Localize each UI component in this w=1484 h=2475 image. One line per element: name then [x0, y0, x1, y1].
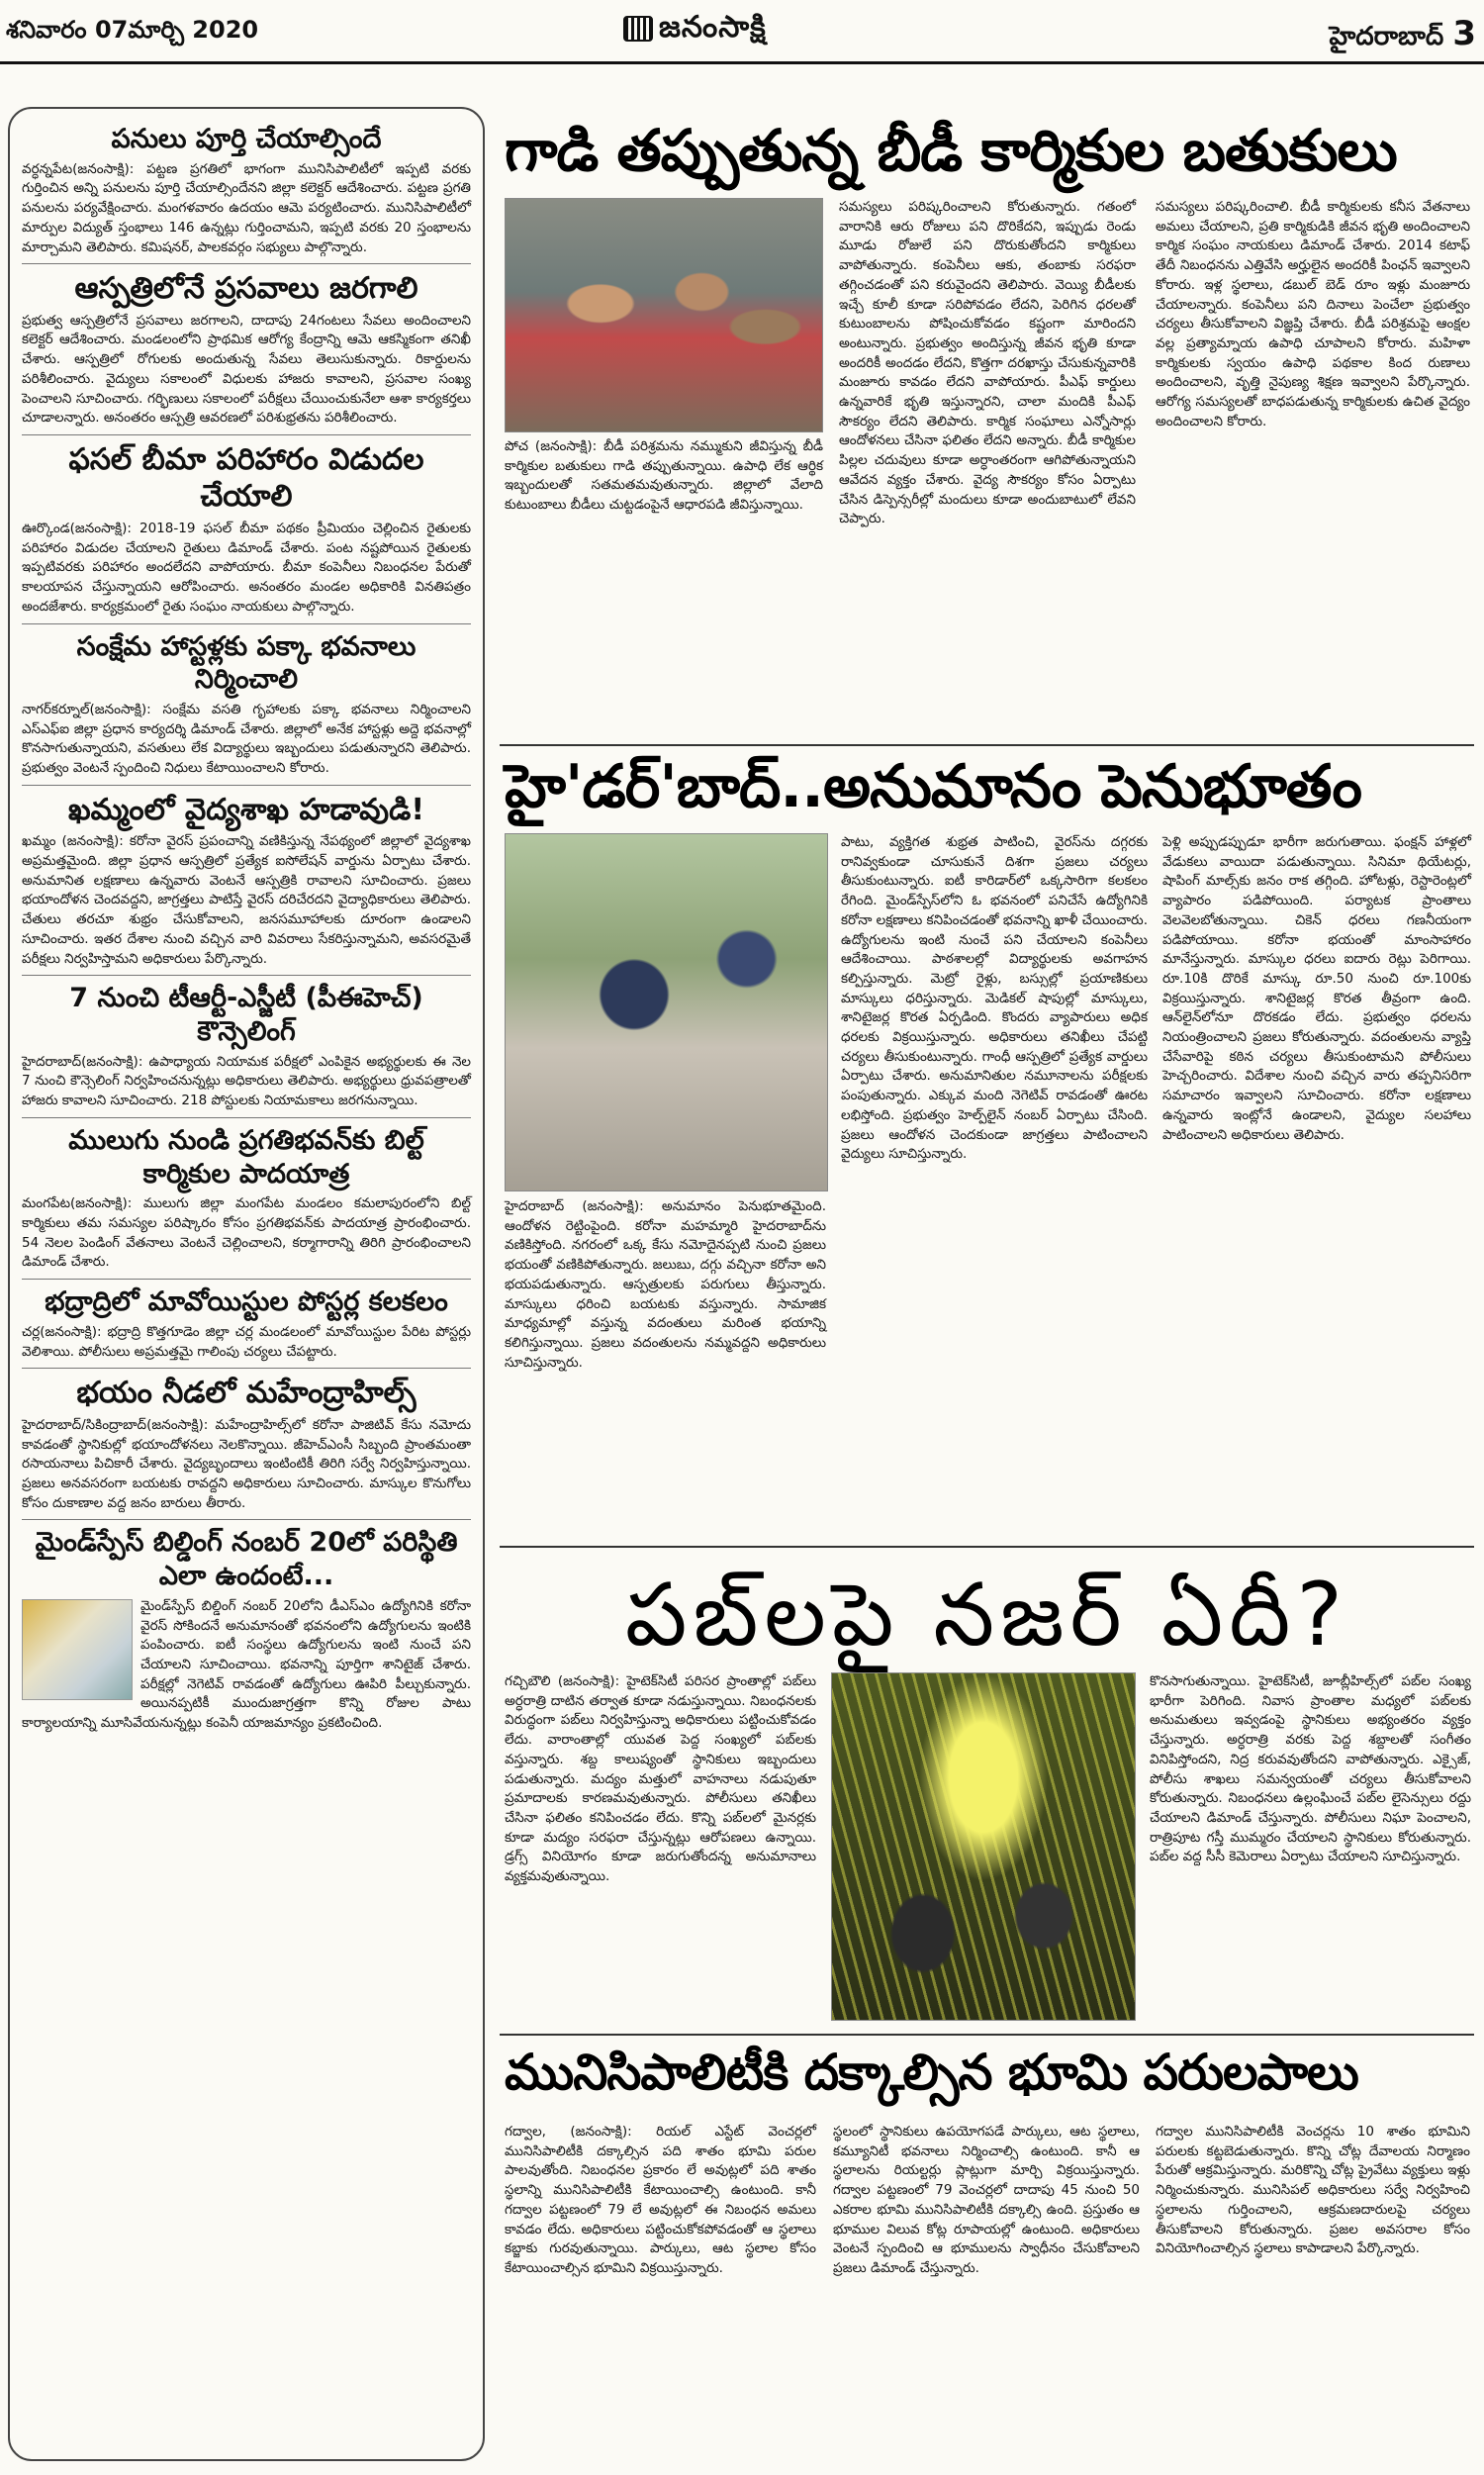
- beedi-workers-photo: [505, 198, 823, 432]
- story4-headline: మునిసిపాలిటీకి దక్కాల్సిన భూమి పరులపాలు: [505, 2044, 1358, 2101]
- sidebar-article-4: నాగర్‌కర్నూల్(జనంసాక్షి): సంక్షేమ వసతి గృహాలకు పక్కా భవనాలు నిర్మించాలని ఎస్ఎఫ్ఐ జిల్లా ప్రధాన కార్యదర్శి డిమాండ్ చేశారు. జిల్లాలో అనేక హాస్టళ్లు అద్దె భవనాల్లో కొనసాగుతున్నాయని, వసతులు లేక విద్యార్థులు ఇబ్బందులు పడుతున్నారని తెలిపారు. ప్రభుత్వం వెంటనే స్పందించి నిధులు కేటాయించాలని కోరారు.: [22, 702, 471, 777]
- story3-headline: పబ్‌లపై నజర్ ఏదీ?: [624, 1564, 1349, 1666]
- sidebar-article-9: హైదరాబాద్/సికింద్రాబాద్(జనంసాక్షి): మహేంద్రాహిల్స్‌లో కరోనా పాజిటివ్ కేసు నమోదు కావడంతో స్థానికుల్లో భయాందోళనలు నెలకొన్నాయి. జీహెచ్ఎంసీ సిబ్బంది ప్రాంతమంతా రసాయనాలు పిచికారీ చేశారు. వైద్యబృందాలు ఇంటింటికీ తిరిగి సర్వే నిర్వహిస్తున్నాయి. ప్రజలు అనవసరంగా బయటకు రావద్దని అధికారులు సూచించారు. మాస్కుల కొనుగోలు కోసం దుకాణాల వద్ద జనం బారులు తీరారు.: [22, 1416, 471, 1511]
- newspaper-logo: [623, 10, 767, 51]
- story3-column-1: గచ్చిబౌలి (జనంసాక్షి): హైటెక్‌సిటీ పరిసర ప్రాంతాల్లో పబ్‌లు అర్ధరాత్రి దాటిన తర్వాత కూడా నడుస్తున్నాయి. నిబంధనలకు విరుద్ధంగా పబ్‌లు నిర్వహిస్తున్నా అధికారులు పట్టించుకోవడం లేదు. వారాంతాల్లో యువత పెద్ద సంఖ్యలో పబ్‌లకు వస్తున్నారు. శబ్ద కాలుష్యంతో స్థానికులు ఇబ్బందులు పడుతున్నారు. మద్యం మత్తులో వాహనాలు నడుపుతూ ప్రమాదాలకు కారణమవుతున్నారు. పోలీసులు తనిఖీలు చేసినా ఫలితం కనిపించడం లేదు. కొన్ని పబ్‌లలో మైనర్లకు కూడా మద్యం సరఫరా చేస్తున్నట్లు ఆరోపణలు ఉన్నాయి. డ్రగ్స్ వినియోగం కూడా జరుగుతోందన్న అనుమానాలు వ్యక్తమవుతున్నాయి.: [505, 1673, 816, 1885]
- sidebar-headline-4: సంక్షేమ హాస్టళ్లకు పక్కా భవనాలు నిర్మించాలి: [76, 630, 417, 696]
- issue-date: శనివారం 07మార్చి 2020: [6, 16, 259, 44]
- story4-column-2: స్థలంలో స్థానికులు ఉపయోగపడే పార్కులు, ఆట స్థలాలు, కమ్యూనిటీ భవనాలు నిర్మించాల్సి ఉంటుంది. కానీ ఆ స్థలాలను రియల్టర్లు ప్లాట్లుగా మార్చి విక్రయిస్తున్నారు. గద్వాల పట్టణంలో 79 వెంచర్లలో దాదాపు 45 నుంచి 50 ఎకరాల భూమి మునిసిపాలిటీకి దక్కాల్సి ఉంది. ప్రస్తుతం ఆ భూముల విలువ కోట్ల రూపాయల్లో ఉంటుంది. అధికారులు వెంటనే స్పందించి ఆ భూములను స్వాధీనం చేసుకోవాలని ప్రజలు డిమాండ్ చేస్తున్నారు.: [833, 2124, 1140, 2276]
- sidebar-article-7: మంగపేట(జనంసాక్షి): ములుగు జిల్లా మంగపేట మండలం కమలాపురంలోని బిల్ట్ కార్మికులు తమ సమస్యల పరిష్కారం కోసం ప్రగతిభవన్‌కు పాదయాత్ర ప్రారంభించారు. 54 నెలల పెండింగ్ వేతనాలు వెంటనే చెల్లించాలని, కర్మాగారాన్ని తిరిగి ప్రారంభించాలని డిమాండ్ చేశారు.: [22, 1195, 471, 1271]
- story3-column-3: కొనసాగుతున్నాయి. హైటెక్‌సిటీ, జూబ్లీహిల్స్‌లో పబ్‌ల సంఖ్య భారీగా పెరిగింది. నివాస ప్రాంతాల మధ్యలో పబ్‌లకు అనుమతులు ఇవ్వడంపై స్థానికులు అభ్యంతరం వ్యక్తం చేస్తున్నారు. అర్ధరాత్రి వరకు పెద్ద శబ్దాలతో సంగీతం వినిపిస్తోందని, నిద్ర కరువవుతోందని వాపోతున్నారు. ఎక్సైజ్, పోలీసు శాఖలు సమన్వయంతో చర్యలు తీసుకోవాలని కోరుతున్నారు. నిబంధనలు ఉల్లంఘించే పబ్‌ల లైసెన్సులు రద్దు చేయాలని డిమాండ్ చేస్తున్నారు. పోలీసులు నిఘా పెంచాలని, రాత్రిపూట గస్తీ ముమ్మరం చేయాలని స్థానికులు కోరుతున్నారు. పబ్‌ల వద్ద సీసీ కెమెరాలు ఏర్పాటు చేయాలని సూచిస్తున్నారు.: [1150, 1673, 1471, 1865]
- story2-headline: హై'డర్'బాద్..అనుమానం పెనుభూతం: [505, 752, 1361, 821]
- logo-text: జనంసాక్షి: [659, 10, 767, 45]
- sidebar-article-8: చర్ల(జనంసాక్షి): భద్రాద్రి కొత్తగూడెం జిల్లా చర్ల మండలంలో మావోయిస్టుల పేరిట పోస్టర్లు వెలిశాయి. పోలీసులు అప్రమత్తమై గాలింపు చర్యలు చేపట్టారు.: [22, 1323, 471, 1360]
- sidebar-headline-8: భద్రాద్రిలో మావోయిస్టుల పోస్టర్ల కలకలం: [45, 1286, 448, 1318]
- story4-column-3: గద్వాల మునిసిపాలిటీకి వెంచర్లను 10 శాతం భూమిని పరులకు కట్టబెడుతున్నారు. కొన్ని చోట్ల దేవాలయ నిర్మాణం పేరుతో ఆక్రమిస్తున్నారు. మరికొన్ని చోట్ల ప్రైవేటు వ్యక్తులు ఇళ్లు నిర్మించుకున్నారు. మునిసిపల్ అధికారులు సర్వే నిర్వహించి స్థలాలను గుర్తించాలని, ఆక్రమణదారులపై చర్యలు తీసుకోవాలని కోరుతున్నారు. ప్రజల అవసరాల కోసం వినియోగించాల్సిన స్థలాలు కాపాడాలని పేర్కొన్నారు.: [1156, 2124, 1470, 2257]
- sidebar-headline-2: ఆస్పత్రిలోనే ప్రసవాలు జరగాలి: [74, 271, 418, 307]
- story2-column-3: పెళ్లి అప్పుడప్పుడూ భారీగా జరుగుతాయి. ఫంక్షన్ హాళ్లలో వేడుకలు వాయిదా పడుతున్నాయి. సినిమా థియేటర్లు, షాపింగ్ మాల్స్‌కు జనం రాక తగ్గింది. హోటళ్లు, రెస్టారెంట్లలో వ్యాపారం పడిపోయింది. పర్యాటక ప్రాంతాలు వెలవెలబోతున్నాయి. చికెన్ ధరలు గణనీయంగా పడిపోయాయి. కరోనా భయంతో మాంసాహారం మానేస్తున్నారు. మాస్కుల ధరలు ఐదారు రెట్లు పెరిగాయి. రూ.10కి దొరికే మాస్కు రూ.50 నుంచి రూ.100కు విక్రయిస్తున్నారు. శానిటైజర్ల కొరత తీవ్రంగా ఉంది. ఆన్‌లైన్‌లోనూ దొరకడం లేదు. ప్రభుత్వం ధరలను నియంత్రించాలని ప్రజలు కోరుతున్నారు. వదంతులను వ్యాప్తి చేసేవారిపై కఠిన చర్యలు తీసుకుంటామని పోలీసులు హెచ్చరించారు. విదేశాల నుంచి వచ్చిన వారు తప్పనిసరిగా సమాచారం ఇవ్వాలని సూచించారు. కరోనా లక్షణాలు ఉన్నవారు ఇంట్లోనే ఉండాలని, వైద్యుల సలహాలు పాటించాలని అధికారులు తెలిపారు.: [1162, 834, 1471, 1143]
- story2-caption: హైదరాబాద్ (జనంసాక్షి): అనుమానం పెనుభూతమైంది. ఆందోళన రెట్టింపైంది. కరోనా మహమ్మారి హైదరాబాద్‌ను వణికిస్తోంది. నగరంలో ఒక్క కేసు నమోదైనప్పటి నుంచి ప్రజలు భయంతో వణికిపోతున్నారు. జలుబు, దగ్గు వచ్చినా కరోనా అని భయపడుతున్నారు. ఆస్పత్రులకు పరుగులు తీస్తున్నారు. మాస్కులు ధరించి బయటకు వస్తున్నారు. సామాజిక మాధ్యమాల్లో వస్తున్న వదంతులు మరింత భయాన్ని కలిగిస్తున్నాయి. ప్రజలు వదంతులను నమ్మవద్దని అధికారులు సూచిస్తున్నారు.: [505, 1198, 826, 1371]
- sidebar-headline-6: 7 నుంచి టీఆర్టీ-ఎస్జీటీ (పీఈహెచ్) కౌన్సెలింగ్: [69, 983, 423, 1047]
- story1-headline: గాడి తప్పుతున్న బీడీ కార్మికుల బతుకులు: [505, 117, 1397, 184]
- sidebar-article-5: ఖమ్మం (జనంసాక్షి): కరోనా వైరస్ ప్రపంచాన్ని వణికిస్తున్న నేపథ్యంలో జిల్లాలో వైద్యశాఖ అప్రమత్తమైంది. జిల్లా ప్రధాన ఆస్పత్రిలో ప్రత్యేక ఐసోలేషన్ వార్డును ఏర్పాటు చేశారు. అనుమానిత లక్షణాలు ఉన్నవారు వెంటనే ఆస్పత్రికి రావాలని సూచించారు. ప్రజలు భయాందోళన చెందవద్దని, జాగ్రత్తలు పాటిస్తే వైరస్ దరిచేరదని వైద్యాధికారులు తెలిపారు. చేతులు తరచూ శుభ్రం చేసుకోవాలని, జనసమూహాలకు దూరంగా ఉండాలని సూచించారు. ఇతర దేశాల నుంచి వచ్చిన వారి వివరాలు సేకరిస్తున్నామని, అవసరమైతే పరీక్షలు నిర్వహిస్తామని అధికారులు పేర్కొన్నారు.: [22, 833, 471, 967]
- story1-caption: పోచ (జనంసాక్షి): బీడీ పరిశ్రమను నమ్ముకుని జీవిస్తున్న బీడీ కార్మికుల బతుకులు గాడి తప్పుతున్నాయి. ఉపాధి లేక ఆర్థిక ఇబ్బందులతో సతమతమవుతున్నారు. జిల్లాలో వేలాది కుటుంబాలు బీడీలు చుట్టడంపైనే ఆధారపడి జీవిస్తున్నాయి.: [505, 438, 823, 514]
- sidebar-headline-1: పనులు పూర్తి చేయాల్సిందే: [111, 124, 382, 154]
- sidebar-article-10: మైండ్‌స్పేస్ బిల్డింగ్ నంబర్ 20లోని డీఎస్ఎం ఉద్యోగినికి కరోనా వైరస్ సోకిందనే అనుమానంతో భవనంలోని ఉద్యోగులను ఇంటికి పంపించారు. ఐటీ సంస్థలు ఉద్యోగులను ఇంటి నుంచే పని చేయాలని సూచించాయి. భవనాన్ని పూర్తిగా శానిటైజ్ చేశారు. పరీక్షల్లో నెగెటివ్ రావడంతో ఉద్యోగులు ఊపిరి పీల్చుకున్నారు. అయినప్పటికీ ముందుజాగ్రత్తగా కొన్ని రోజుల పాటు కార్యాలయాన్ని మూసివేయనున్నట్లు కంపెనీ యాజమాన్యం ప్రకటించింది.: [22, 1597, 471, 1732]
- office-interior-photo: [22, 1599, 133, 1700]
- masthead: [0, 0, 1484, 64]
- section-divider-1: [500, 744, 1474, 746]
- story2-column-2: పాటు, వ్యక్తిగత శుభ్రత పాటించి, వైరస్‌ను దగ్గరకు రానివ్వకుండా చూసుకునే దిశగా ప్రజలు చర్యలు తీసుకుంటున్నారు. ఐటీ కారిడార్‌లో ఒక్కసారిగా కలకలం రేగింది. మైండ్‌స్పేస్‌లోని ఓ భవనంలో పనిచేసే ఉద్యోగినికి కరోనా లక్షణాలు కనిపించడంతో భవనాన్ని ఖాళీ చేయించారు. ఉద్యోగులను ఇంటి నుంచే పని చేయాలని కంపెనీలు ఆదేశించాయి. పాఠశాలల్లో విద్యార్థులకు అవగాహన కల్పిస్తున్నారు. మెట్రో రైళ్లు, బస్సుల్లో ప్రయాణికులు మాస్కులు ధరిస్తున్నారు. మెడికల్ షాపుల్లో మాస్కులు, శానిటైజర్ల కొరత ఏర్పడింది. కొందరు వ్యాపారులు అధిక ధరలకు విక్రయిస్తున్నారు. అధికారులు తనిఖీలు చేపట్టి చర్యలు తీసుకుంటున్నారు. గాంధీ ఆస్పత్రిలో ప్రత్యేక వార్డులు ఏర్పాటు చేశారు. అనుమానితుల నమూనాలను పరీక్షలకు పంపుతున్నారు. ఎక్కువ మంది నెగెటివ్ రావడంతో ఊరట లభిస్తోంది. ప్రభుత్వం హెల్ప్‌లైన్ నంబర్ ఏర్పాటు చేసింది. ప్రజలు ఆందోళన చెందకుండా జాగ్రత్తలు పాటించాలని వైద్యులు సూచిస్తున్నారు.: [841, 834, 1149, 1163]
- sidebar-article-3: ఊర్కొండ(జనంసాక్షి): 2018-19 ఫసల్ బీమా పథకం ప్రీమియం చెల్లించిన రైతులకు పరిహారం విడుదల చేయాలని రైతులు డిమాండ్ చేశారు. పంట నష్టపోయిన రైతులకు ఇప్పటివరకు పరిహారం అందలేదని వాపోయారు. బీమా కంపెనీలు నిబంధనల పేరుతో కాలయాపన చేస్తున్నాయని ఆరోపించారు. అనంతరం మండల అధికారికి వినతిపత్రం అందజేశారు. కార్యక్రమంలో రైతు సంఘం నాయకులు పాల్గొన్నారు.: [22, 520, 471, 615]
- sidebar-headline-7: ములుగు నుండి ప్రగతిభవన్‌కు బిల్ట్ కార్మికుల పాదయాత్ర: [68, 1124, 424, 1190]
- story4-column-1: గద్వాల, (జనంసాక్షి): రియల్ ఎస్టేట్ వెంచర్లలో మునిసిపాలిటీకి దక్కాల్సిన పది శాతం భూమి పరుల పాలవుతోంది. నిబంధనల ప్రకారం లే అవుట్లలో పది శాతం స్థలాన్ని మునిసిపాలిటీకి కేటాయించాల్సి ఉంటుంది. కానీ గద్వాల పట్టణంలో 79 లే అవుట్లలో ఈ నిబంధన అమలు కావడం లేదు. అధికారులు పట్టించుకోకపోవడంతో ఆ స్థలాలు కబ్జాకు గురవుతున్నాయి. పార్కులు, ఆట స్థలాల కోసం కేటాయించాల్సిన భూమిని విక్రయిస్తున్నారు.: [505, 2124, 816, 2276]
- section-divider-3: [500, 2034, 1474, 2036]
- story1-column-2: సమస్యలు పరిష్కరించాలని కోరుతున్నారు. గతంలో వారానికి ఆరు రోజులు పని దొరికేదని, ఇప్పుడు రెండు మూడు రోజులే పని దొరుకుతోందని కార్మికులు వాపోతున్నారు. కంపెనీలు ఆకు, తంబాకు సరఫరా తగ్గించడంతో పని కరువైందని తెలిపారు. వెయ్యి బీడీలకు ఇచ్చే కూలీ కూడా సరిపోవడం లేదని, పెరిగిన ధరలతో కుటుంబాలను పోషించుకోవడం కష్టంగా మారిందని అంటున్నారు. ప్రభుత్వం అందిస్తున్న జీవన భృతి కూడా అందరికీ అందడం లేదని, కొత్తగా దరఖాస్తు చేసుకున్నవారికి మంజూరు కావడం లేదని వాపోయారు. పీఎఫ్ కార్డులు ఉన్నవారికే భృతి ఇస్తున్నారని, చాలా మందికి పీఎఫ్ సౌకర్యం లేదని తెలిపారు. కార్మిక సంఘాలు ఎన్నోసార్లు ఆందోళనలు చేసినా ఫలితం లేదని అన్నారు. బీడీ కార్మికుల పిల్లల చదువులు కూడా అర్ధాంతరంగా ఆగిపోతున్నాయని ఆవేదన వ్యక్తం చేశారు. వైద్య సౌకర్యం కోసం ఏర్పాటు చేసిన డిస్పెన్సరీల్లో మందులు కూడా అందుబాటులో లేవని చెప్పారు.: [839, 199, 1136, 527]
- sidebar-article-1: వర్ధన్నపేట(జనంసాక్షి): పట్టణ ప్రగతిలో భాగంగా మునిసిపాలిటీలో ఇప్పటి వరకు గుర్తించిన అన్ని పనులను పూర్తి చేయాల్సిందేనని జిల్లా కలెక్టర్ ఆదేశించారు. పట్టణ ప్రగతి పనులను పర్యవేక్షించారు. మంగళవారం ఉదయం ఆమె పర్యటించారు. మునిసిపాలిటీలో మార్పుల విద్యుత్ స్తంభాలు 146 ఉన్నట్లు గుర్తించామని, ఇప్పటి వరకు 20 స్తంభాలను మార్చామని తెలిపారు. కమిషనర్, పాలకవర్గం సభ్యులు పాల్గొన్నారు.: [22, 160, 471, 255]
- story1-column-3: సమస్యలు పరిష్కరించాలి. బీడీ కార్మికులకు కనీస వేతనాలు అమలు చేయాలని, ప్రతి కార్మికుడికి జీవన భృతి అందించాలని కార్మిక సంఘం నాయకులు డిమాండ్ చేశారు. 2014 కటాఫ్ తేదీ నిబంధనను ఎత్తివేసి అర్హులైన అందరికీ పింఛన్ ఇవ్వాలని కోరారు. ఇళ్ల స్థలాలు, డబుల్ బెడ్ రూం ఇళ్లు మంజూరు చేయాలన్నారు. కంపెనీలు పని దినాలు పెంచేలా ప్రభుత్వం చర్యలు తీసుకోవాలని విజ్ఞప్తి చేశారు. బీడీ పరిశ్రమపై ఆంక్షల వల్ల ప్రత్యామ్నాయ ఉపాధి చూపాలని కోరారు. మహిళా కార్మికులకు స్వయం ఉపాధి పథకాల కింద రుణాలు అందించాలని, వృత్తి నైపుణ్య శిక్షణ ఇవ్వాలని పేర్కొన్నారు. ఆరోగ్య సమస్యలతో బాధపడుతున్న కార్మికులకు ఉచిత వైద్యం అందించాలని కోరారు.: [1156, 199, 1470, 429]
- section-divider-2: [500, 1546, 1474, 1548]
- sidebar-headline-5: ఖమ్మంలో వైద్యశాఖ హడావుడి!: [67, 792, 425, 827]
- edition-city: [1329, 14, 1476, 57]
- sidebar-headline-3: ఫసల్ బీమా పరిహారం విడుదల చేయాలి: [68, 441, 424, 515]
- page-number: 3: [1452, 14, 1476, 53]
- masked-pedestrians-photo: [505, 833, 828, 1191]
- sidebar-article-6: హైదరాబాద్(జనంసాక్షి): ఉపాధ్యాయ నియామక పరీక్షలో ఎంపికైన అభ్యర్థులకు ఈ నెల 7 నుంచి కౌన్సెలింగ్ నిర్వహించనున్నట్లు అధికారులు తెలిపారు. అభ్యర్థులు ధ్రువపత్రాలతో హాజరు కావాలని సూచించారు. 218 పోస్టులకు నియామకాలు జరగనున్నాయి.: [22, 1053, 471, 1109]
- sidebar-headline-10: మైండ్‌స్పేస్ బిల్డింగ్ నంబర్ 20లో పరిస్థితి ఎలా ఉందంటే...: [35, 1527, 458, 1592]
- sidebar-headline-9: భయం నీడలో మహేంద్రాహిల్స్: [76, 1376, 417, 1411]
- city-name: హైదరాబాద్: [1329, 22, 1444, 51]
- news-sidebar: [8, 107, 485, 2461]
- sidebar-article-2: ప్రభుత్వ ఆస్పత్రిలోనే ప్రసవాలు జరగాలని, దాదాపు 24గంటలు సేవలు అందించాలని కలెక్టర్ ఆదేశించారు. మండలంలోని ప్రాథమిక ఆరోగ్య కేంద్రాన్ని ఆమె ఆకస్మికంగా తనిఖీ చేశారు. ఆస్పత్రిలో రోగులకు అందుతున్న సేవలు తెలుసుకున్నారు. రికార్డులను పరిశీలించారు. వైద్యులు సకాలంలో విధులకు హాజరు కావాలని, ప్రసవాల సంఖ్య పెంచాలని సూచించారు. గర్భిణులు సకాలంలో పరీక్షలు చేయించుకునేలా ఆశా కార్యకర్తలు చూడాలన్నారు. అనంతరం ఆస్పత్రి ఆవరణలో పరిశుభ్రతను పరిశీలించారు.: [22, 312, 471, 427]
- logo-mark-icon: [623, 16, 653, 42]
- pub-crowd-photo: [831, 1672, 1136, 2021]
